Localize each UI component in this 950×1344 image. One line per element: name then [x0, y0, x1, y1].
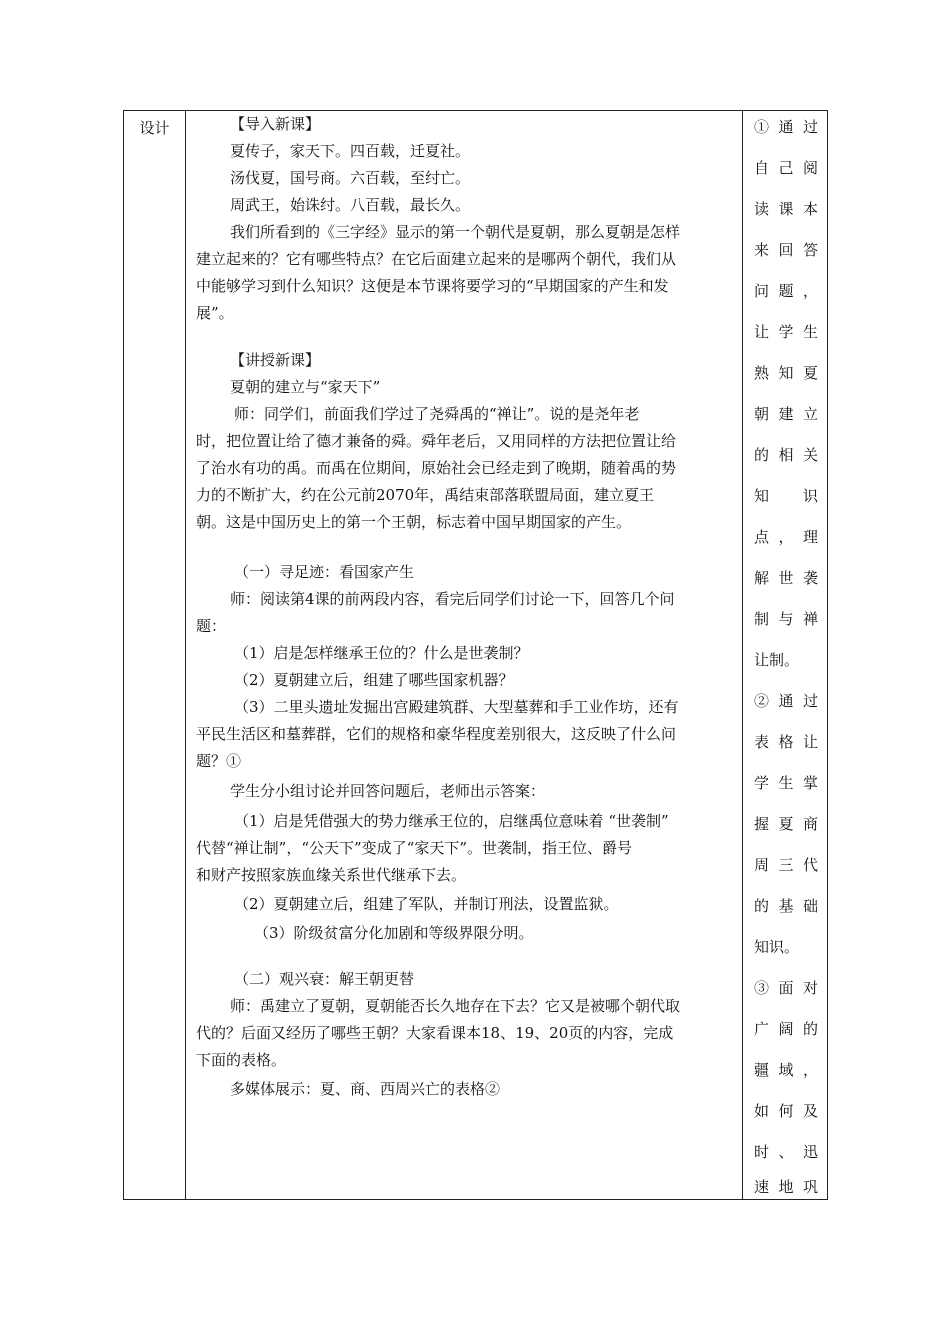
- intent-line: 广 阔 的: [754, 1020, 818, 1038]
- verse-line: 汤伐夏，国号商。六百载，至纣亡。: [230, 169, 471, 187]
- intent-line: ① 通 过: [754, 118, 818, 136]
- text-line: 朝。这是中国历史上的第一个王朝，标志着中国早期国家的产生。: [196, 513, 632, 531]
- intent-line: 读 课 本: [754, 200, 818, 218]
- intent-line: ③ 面 对: [754, 979, 818, 997]
- subheading: （一）寻足迹：看国家产生: [234, 563, 415, 581]
- text-line: 题：: [196, 617, 227, 635]
- text-line: 展”。: [196, 304, 234, 322]
- question-line: （3）二里头遗址发掘出宫殿建筑群、大型墓葬和手工业作坊，还有: [234, 698, 679, 716]
- answer-line: （2）夏朝建立后，组建了军队，并制订刑法，设置监狱。: [234, 895, 619, 913]
- column-divider: [185, 111, 186, 1199]
- text-line: 师：禹建立了夏朝，夏朝能否长久地存在下去？它又是被哪个朝代取: [230, 997, 681, 1015]
- text-line: 平民生活区和墓葬群，它们的规格和豪华程度差别很大，这反映了什么问: [196, 725, 677, 743]
- text-line: 题？①: [196, 752, 242, 770]
- text-line: 中能够学习到什么知识？这便是本节课将要学习的“早期国家的产生和发: [196, 277, 669, 295]
- intent-line: 自 己 阅: [754, 159, 818, 177]
- verse-line: 夏传子，家天下。四百载，迁夏社。: [230, 142, 471, 160]
- intent-line: 熟 知 夏: [754, 364, 818, 382]
- question-line: （1）启是怎样继承王位的？什么是世袭制？: [234, 644, 529, 662]
- intent-line: 如 何 及: [754, 1102, 818, 1120]
- intent-line: 的 相 关: [754, 446, 818, 464]
- intent-line: 让 学 生: [754, 323, 818, 341]
- intent-line: 学 生 掌: [754, 774, 818, 792]
- intent-line: 周 三 代: [754, 856, 818, 874]
- text-line: 力的不断扩大，约在公元前2070年，禹结束部落联盟局面，建立夏王: [196, 486, 655, 504]
- subheading: 夏朝的建立与“家天下”: [230, 378, 381, 396]
- text-line: 师：阅读第4课的前两段内容，看完后同学们讨论一下，回答几个问: [230, 590, 675, 608]
- intent-line: 握 夏 商: [754, 815, 818, 833]
- text-line: 代的？后面又经历了哪些王朝？大家看课本18、19、20页的内容，完成: [196, 1024, 674, 1042]
- text-line: 师：同学们，前面我们学过了尧舜禹的“禅让”。说的是尧年老: [234, 405, 640, 423]
- intent-line: 让制。: [754, 651, 800, 669]
- section-heading: 【导入新课】: [230, 115, 321, 133]
- question-line: （2）夏朝建立后，组建了哪些国家机器？: [234, 671, 514, 689]
- intent-line: 朝 建 立: [754, 405, 818, 423]
- intent-line: 点 ， 理: [754, 528, 818, 546]
- answer-line: （1）启是凭借强大的势力继承王位的，启继禹位意味着 “世袭制”: [234, 812, 669, 830]
- text-line: 时，把位置让给了德才兼备的舜。舜年老后，又用同样的方法把位置让给: [196, 432, 677, 450]
- section-heading: 【讲授新课】: [230, 351, 321, 369]
- intent-line: 时 、 迅: [754, 1143, 818, 1161]
- answer-line: （3）阶级贫富分化加剧和等级界限分明。: [254, 924, 534, 942]
- lesson-table: [123, 110, 828, 1200]
- text-line: 学生分小组讨论并回答问题后，老师出示答案：: [230, 782, 546, 800]
- text-line: 和财产按照家族血缘关系世代继承下去。: [196, 866, 467, 884]
- intent-line: 疆 域 ，: [754, 1061, 818, 1079]
- subheading: （二）观兴衰：解王朝更替: [234, 970, 415, 988]
- intent-line: 问 题 ，: [754, 282, 818, 300]
- row-label: 设计: [139, 119, 170, 137]
- intent-line: 的 基 础: [754, 897, 818, 915]
- verse-line: 周武王，始诛纣。八百载，最长久。: [230, 196, 471, 214]
- text-line: 多媒体展示：夏、商、西周兴亡的表格②: [230, 1080, 501, 1098]
- intent-line: 速 地 巩: [754, 1178, 818, 1196]
- intent-line: 解 世 袭: [754, 569, 818, 587]
- text-line: 了治水有功的禹。而禹在位期间，原始社会已经走到了晚期，随着禹的势: [196, 459, 677, 477]
- intent-line: 知 识: [754, 487, 818, 505]
- text-line: 代替“禅让制”，“公天下”变成了“家天下”。世袭制，指王位、爵号: [196, 839, 633, 857]
- text-line: 我们所看到的《三字经》显示的第一个朝代是夏朝，那么夏朝是怎样: [230, 223, 681, 241]
- text-line: 建立起来的？它有哪些特点？在它后面建立起来的是哪两个朝代，我们从: [196, 250, 677, 268]
- intent-line: ② 通 过: [754, 692, 818, 710]
- intent-line: 知识。: [754, 938, 800, 956]
- intent-line: 表 格 让: [754, 733, 818, 751]
- intent-line: 来 回 答: [754, 241, 818, 259]
- text-line: 下面的表格。: [196, 1051, 287, 1069]
- intent-line: 制 与 禅: [754, 610, 818, 628]
